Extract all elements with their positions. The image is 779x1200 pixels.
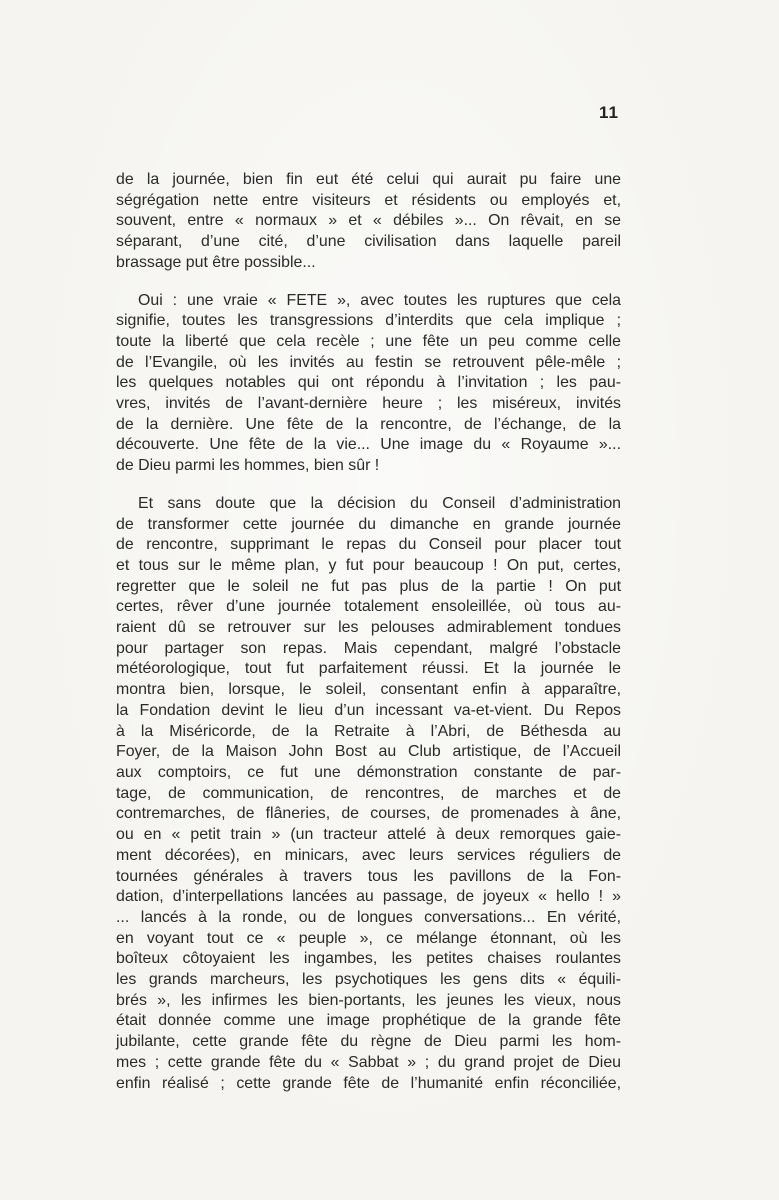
text-line: toute la liberté que cela recèle ; une fête un peu comme celle <box>116 332 621 350</box>
text-line: les quelques notables qui ont répondu à l’invitation ; les pau- <box>116 374 621 392</box>
text-line: de transformer cette journée du dimanche en grande journée <box>116 515 621 533</box>
text-line: la Fondation devint le lieu d’un incessant va-et-vient. Du Repos <box>116 701 621 719</box>
text-line: ou en « petit train » (un tracteur attelé à deux remorques gaie- <box>116 826 621 844</box>
text-line: ment décorées), en minicars, avec leurs services réguliers de <box>116 846 621 864</box>
text-line: regretter que le soleil ne fut pas plus de la partie ! On put <box>116 577 621 595</box>
text-line: boîteux côtoyaient les ingambes, les petites chaises roulantes <box>116 950 621 968</box>
text-line: raient dû se retrouver sur les pelouses admirablement tondues <box>116 619 621 637</box>
text-line: séparant, d’une cité, d’une civilisation dans laquelle pareil <box>116 233 621 251</box>
text-line: ségrégation nette entre visiteurs et résidents ou employés et, <box>116 191 621 209</box>
text-line: de la dernière. Une fête de la rencontre, de l’échange, de la <box>116 415 621 433</box>
text-line: montra bien, lorsque, le soleil, consentant enfin à apparaître, <box>116 681 621 699</box>
text-line: aux comptoirs, ce fut une démonstration constante de par- <box>116 763 621 781</box>
text-line: en voyant tout ce « peuple », ce mélange étonnant, où les <box>116 929 621 947</box>
text-line: brassage put être possible... <box>116 253 316 271</box>
text-line: découverte. Une fête de la vie... Une image du « Royaume »... <box>116 436 621 454</box>
paragraph-1 <box>116 170 621 274</box>
text-line: dation, d’interpellations lancées au passage, de joyeux « hello ! » <box>116 888 621 906</box>
page-number: 11 <box>599 103 619 122</box>
text-line: signifie, toutes les transgressions d’interdits que cela implique ; <box>116 312 621 330</box>
text-line: ... lancés à la ronde, ou de longues conversations... En vérité, <box>116 908 621 926</box>
text-line: les grands marcheurs, les psychotiques les gens dits « équili- <box>116 971 621 989</box>
text-line: de l’Evangile, où les invités au festin se retrouvent pêle-mêle ; <box>116 353 621 371</box>
text-line: de la journée, bien fin eut été celui qui aurait pu faire une <box>116 171 621 188</box>
text-line: brés », les infirmes les bien-portants, les jeunes les vieux, nous <box>116 991 621 1009</box>
text-line: vres, invités de l’avant-dernière heure ; les miséreux, invités <box>116 395 621 413</box>
text-line: à la Miséricorde, de la Retraite à l’Abri, de Béthesda au <box>116 722 621 740</box>
paragraph-3 <box>116 494 621 1094</box>
text-line: était donnée comme une image prophétique de la grande fête <box>116 1012 621 1030</box>
text-line: Foyer, de la Maison John Bost au Club artistique, de l’Accueil <box>116 743 621 761</box>
text-line: Et sans doute que la décision du Conseil d’administration <box>138 494 621 512</box>
text-line: mes ; cette grande fête du « Sabbat » ; du grand projet de Dieu <box>116 1053 621 1071</box>
text-line: et tous sur le même plan, y fut pour beaucoup ! On put, certes, <box>116 556 621 574</box>
paragraph-2 <box>116 291 621 477</box>
text-line: Oui : une vraie « FETE », avec toutes les ruptures que cela <box>138 291 621 309</box>
text-line: tage, de communication, de rencontres, de marches et de <box>116 784 621 802</box>
text-line: contremarches, de flâneries, de courses, de promenades à âne, <box>116 805 621 823</box>
text-line: de rencontre, supprimant le repas du Conseil pour placer tout <box>116 536 621 554</box>
text-line: tournées générales à travers tous les pavillons de la Fon- <box>116 867 621 885</box>
text-line: jubilante, cette grande fête du règne de Dieu parmi les hom- <box>116 1033 621 1051</box>
text-line: certes, rêver d’une journée totalement ensoleillée, où tous au- <box>116 598 621 616</box>
text-line: de Dieu parmi les hommes, bien sûr ! <box>116 457 380 475</box>
text-line: pour partager son repas. Mais cependant, malgré l’obstacle <box>116 639 621 657</box>
body-text <box>116 170 621 1094</box>
text-line: météorologique, tout fut parfaitement réussi. Et la journée le <box>116 660 621 678</box>
text-line: enfin réalisé ; cette grande fête de l’humanité enfin réconciliée, <box>116 1074 621 1092</box>
text-line: souvent, entre « normaux » et « débiles »... On rêvait, en se <box>116 212 621 230</box>
